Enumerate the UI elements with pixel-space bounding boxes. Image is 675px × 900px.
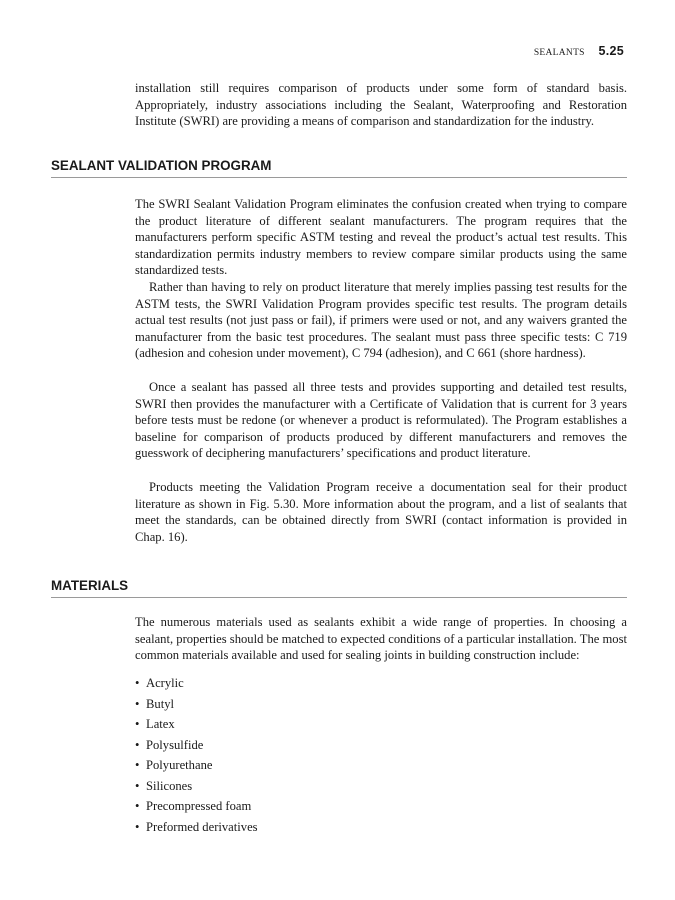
bullet-icon: • xyxy=(135,696,140,711)
bullet-icon: • xyxy=(135,717,140,731)
validation-paragraph-4: Products meeting the Validation Program receive a documentation seal for their product literature as shown in Fig. 5.30. More information about the program, and a list of sealants that meet the standards, can be obtained directly from SWRI (contact information is provided in Chap. 16). xyxy=(135,480,627,544)
page-number: 5.25 xyxy=(598,44,624,58)
list-item: • Butyl xyxy=(135,694,258,715)
bullet-icon: • xyxy=(135,737,140,752)
list-item: • Polysulfide xyxy=(135,735,258,756)
validation-paragraph-2: Rather than having to rely on product literature that merely implies passing test results for the ASTM tests, the SWRI Validation Program provides specific test results. The program details actual test results (not just pass or fail), if primers were used or not, and any waivers granted the manufacturer from the basic test procedures. The sealant must pass three specific tests: C 719 (adhesion and cohesion under movement), C 794 (adhesion), and C 661 (shore hardness). xyxy=(135,280,627,361)
validation-paragraph-3: Once a sealant has passed all three tests and provides supporting and detailed test results, SWRI then provides the manufacturer with a Certificate of Validation that is current for 3 years before tests must be redone (or whenever a product is reformulated). The Program establishes a baseline for comparison of products produced by different manufacturers and removes the guesswork of deciphering manufacturers’ specifications and product literature. xyxy=(135,380,627,461)
validation-paragraph-1: The SWRI Sealant Validation Program eliminates the confusion created when trying to compare the product literature of different sealant manufacturers. The program requires that the manufacturers perform specific ASTM testing and reveal the product’s actual test results. This standardization permits industry members to review compare similar products using the same standardized tests. xyxy=(135,197,627,278)
bullet-icon: • xyxy=(135,819,140,834)
bullet-icon: • xyxy=(135,758,140,772)
bullet-icon: • xyxy=(135,799,140,813)
running-head xyxy=(534,44,624,58)
list-item: • Preformed derivatives xyxy=(135,817,258,838)
list-item: • Silicones xyxy=(135,776,258,797)
materials-list xyxy=(135,673,258,837)
section-heading-materials: MATERIALS xyxy=(51,578,627,598)
materials-paragraph: The numerous materials used as sealants exhibit a wide range of properties. In choosing a sealant, properties should be matched to expected conditions of a particular installation. The most common materials available and used for sealing joints in building construction include: xyxy=(135,615,627,663)
bullet-icon: • xyxy=(135,676,140,690)
list-item: • Acrylic xyxy=(135,673,258,694)
section-heading-validation: SEALANT VALIDATION PROGRAM xyxy=(51,158,627,178)
running-head-section: SEALANTS xyxy=(533,48,585,58)
bullet-icon: • xyxy=(135,778,140,793)
intro-paragraph: installation still requires comparison of products under some form of standard basis. Appropriately, industry associations including the Sealant, Waterproofing and Restoration Institute (SWRI) are providing a means of comparison and standardization for the industry. xyxy=(135,81,627,129)
list-item: • Polyurethane xyxy=(135,755,258,776)
list-item: • Latex xyxy=(135,714,258,735)
list-item: • Precompressed foam xyxy=(135,796,258,817)
